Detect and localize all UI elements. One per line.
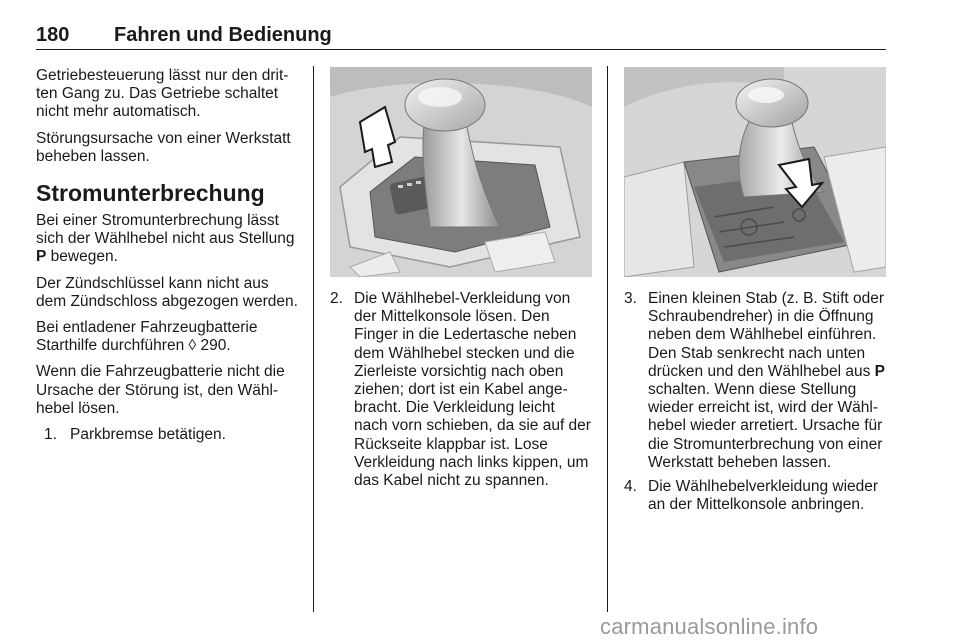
gear-lever-trim-illustration	[330, 67, 592, 277]
list-item: 3. Einen kleinen Stab (z. B. Stift oder Schraubendreher) in die Öffnung neben dem Wählhebel einführen. Den Stab senkrecht nach unten drücken und den Wählhebel aus P schalten. Wenn diese Stellung wieder erreicht ist, wird der Wähl-hebel wieder arretiert. Ursache für die Stromunterbrechung von einer Werkstatt beheben lassen.	[624, 290, 885, 471]
paragraph: Bei entladener Fahrzeugbatterie Starthilfe durchführen ◊ 290.	[36, 319, 258, 355]
page-reference-arrow-icon: ◊	[188, 337, 197, 355]
list-item: 1. Parkbremse betätigen.	[44, 426, 226, 444]
header-rule	[36, 49, 886, 50]
paragraph: Der Zündschlüssel kann nicht aus dem Zündschloss abgezogen werden.	[36, 274, 298, 310]
column-1	[36, 67, 298, 450]
paragraph: Bei einer Stromunterbrechung lässt sich der Wählhebel nicht aus Stellung P bewegen.	[36, 212, 295, 266]
page-header	[36, 22, 886, 50]
list-item: 2. Die Wählhebel-Verkleidung von der Mittelkonsole lösen. Den Finger in die Ledertasche neben dem Wählhebel stecken und die Zierleiste vorsichtig nach oben ziehen; dort ist ein Kabel ange-bracht. Die Verkleidung leicht nach vorn schieben, da sie auf der Rückseite klappbar ist. Lose Verkleidung nach links kippen, um das Kabel nicht zu spannen.	[330, 290, 591, 490]
paragraph: Wenn die Fahrzeugbatterie nicht die Ursache der Störung ist, den Wähl-hebel lösen.	[36, 363, 285, 417]
column-divider-2	[607, 66, 608, 612]
section-heading: Stromunterbrechung	[36, 180, 265, 207]
gear-position-p: P	[36, 248, 47, 266]
paragraph: Störungsursache von einer Werkstatt beheben lassen.	[36, 129, 291, 165]
page-number: 180	[36, 24, 70, 46]
page-title: Fahren und Bedienung	[114, 24, 332, 46]
gear-position-p: P	[874, 362, 885, 380]
paragraph: Getriebesteuerung lässt nur den drit-ten Gang zu. Das Getriebe schaltet nicht mehr automatisch.	[36, 67, 289, 121]
watermark: carmanualsonline.info	[600, 614, 819, 639]
column-3	[624, 290, 886, 520]
list-item: 4. Die Wählhebelverkleidung wieder an der Mittelkonsole anbringen.	[624, 478, 879, 514]
column-divider-1	[313, 66, 314, 612]
gear-lever-release-illustration	[624, 67, 886, 277]
column-2	[330, 290, 592, 496]
page-reference: 290.	[196, 337, 231, 355]
